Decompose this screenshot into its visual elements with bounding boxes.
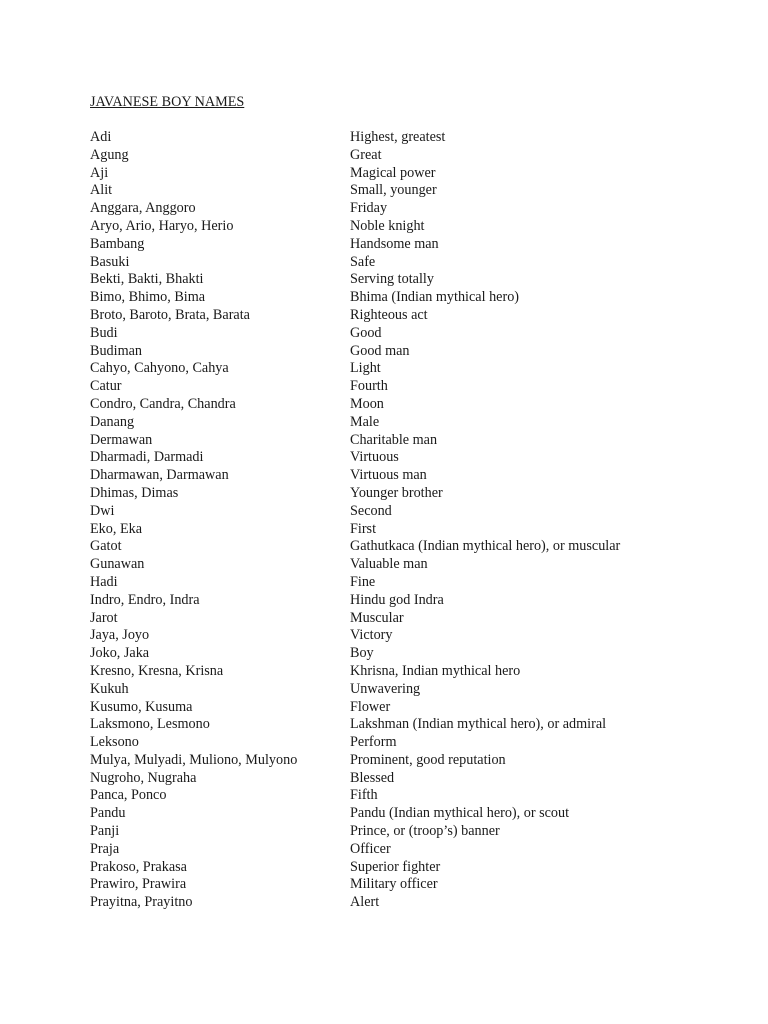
boy-name: Eko, Eka — [90, 520, 143, 537]
list-item — [90, 325, 710, 343]
list-item — [90, 289, 710, 307]
list-item — [90, 770, 710, 788]
name-meaning: Virtuous man — [350, 467, 427, 484]
list-item — [90, 503, 710, 521]
list-item — [90, 592, 710, 610]
name-meaning: Bhima (Indian mythical hero) — [350, 289, 520, 306]
name-meaning: Khrisna, Indian mythical hero — [350, 662, 521, 679]
boy-name: Basuki — [90, 253, 130, 270]
boy-name: Dharmawan, Darmawan — [90, 467, 229, 484]
boy-name: Danang — [90, 413, 135, 430]
list-item — [90, 859, 710, 877]
name-meaning: Small, younger — [350, 182, 437, 199]
list-item — [90, 254, 710, 272]
boy-name: Laksmono, Lesmono — [90, 716, 210, 733]
name-meaning: Hindu god Indra — [350, 591, 444, 608]
list-item — [90, 432, 710, 450]
boy-name: Bekti, Bakti, Bhakti — [90, 271, 204, 288]
name-meaning: Fifth — [350, 787, 378, 804]
list-item — [90, 467, 710, 485]
name-meaning: Light — [350, 360, 381, 377]
list-item — [90, 663, 710, 681]
list-item — [90, 681, 710, 699]
boy-name: Dharmadi, Darmadi — [90, 449, 204, 466]
name-meaning: Prince, or (troop’s) banner — [350, 823, 500, 840]
name-meaning: Handsome man — [350, 235, 439, 252]
name-meaning: Magical power — [350, 164, 436, 181]
name-meaning: Moon — [350, 395, 384, 412]
boy-name: Jaya, Joyo — [90, 627, 150, 644]
name-meaning: Perform — [350, 734, 397, 751]
boy-name: Aji — [90, 164, 109, 181]
list-item — [90, 574, 710, 592]
name-meaning: Victory — [350, 627, 393, 644]
boy-name: Leksono — [90, 734, 139, 751]
list-item — [90, 645, 710, 663]
boy-name: Anggara, Anggoro — [90, 200, 196, 217]
name-meaning: Fine — [350, 573, 376, 590]
boy-name: Prakoso, Prakasa — [90, 858, 187, 875]
list-item — [90, 805, 710, 823]
boy-name: Catur — [90, 378, 122, 395]
boy-name: Dermawan — [90, 431, 153, 448]
name-meaning: Blessed — [350, 769, 395, 786]
name-meaning: Lakshman (Indian mythical hero), or admiral — [350, 716, 607, 733]
boy-name: Nugroho, Nugraha — [90, 769, 197, 786]
boy-name: Alit — [90, 182, 113, 199]
boy-name: Mulya, Mulyadi, Muliono, Mulyono — [90, 751, 298, 768]
boy-name: Kusumo, Kusuma — [90, 698, 193, 715]
boy-name: Dhimas, Dimas — [90, 484, 179, 501]
list-item — [90, 538, 710, 556]
boy-name: Hadi — [90, 573, 118, 590]
list-item — [90, 699, 710, 717]
name-meaning: Great — [350, 146, 382, 163]
name-meaning: Safe — [350, 253, 376, 270]
boy-name: Prawiro, Prawira — [90, 876, 187, 893]
boy-name: Bimo, Bhimo, Bima — [90, 289, 206, 306]
name-meaning: Valuable man — [350, 556, 428, 573]
name-meaning: Serving totally — [350, 271, 434, 288]
boy-name: Budi — [90, 324, 118, 341]
names-list — [90, 129, 710, 912]
list-item — [90, 182, 710, 200]
name-meaning: Friday — [350, 200, 388, 217]
name-meaning: Alert — [350, 894, 380, 911]
boy-name: Condro, Candra, Chandra — [90, 395, 236, 412]
list-item — [90, 307, 710, 325]
name-meaning: Charitable man — [350, 431, 438, 448]
list-item — [90, 360, 710, 378]
list-item — [90, 752, 710, 770]
boy-name: Jarot — [90, 609, 118, 626]
boy-name: Adi — [90, 129, 112, 145]
list-item — [90, 556, 710, 574]
name-meaning: Officer — [350, 840, 391, 857]
list-item — [90, 823, 710, 841]
name-meaning: Good — [350, 324, 382, 341]
boy-name: Broto, Baroto, Brata, Barata — [90, 306, 250, 323]
name-meaning: Unwavering — [350, 680, 421, 697]
boy-name: Indro, Endro, Indra — [90, 591, 200, 608]
list-item — [90, 378, 710, 396]
boy-name: Gunawan — [90, 556, 145, 573]
boy-name: Aryo, Ario, Haryo, Herio — [90, 217, 234, 234]
boy-name: Kukuh — [90, 680, 129, 697]
name-meaning: Highest, greatest — [350, 129, 446, 145]
boy-name: Cahyo, Cahyono, Cahya — [90, 360, 229, 377]
boy-name: Pandu — [90, 805, 126, 822]
list-item — [90, 343, 710, 361]
list-item — [90, 734, 710, 752]
list-item — [90, 521, 710, 539]
list-item — [90, 716, 710, 734]
name-meaning: Good man — [350, 342, 410, 359]
name-meaning: Righteous act — [350, 306, 428, 323]
boy-name: Panji — [90, 823, 120, 840]
page-title: JAVANESE BOY NAMES — [90, 94, 245, 110]
list-item — [90, 165, 710, 183]
boy-name: Bambang — [90, 235, 145, 252]
boy-name: Dwi — [90, 502, 115, 519]
boy-name: Panca, Ponco — [90, 787, 167, 804]
list-item — [90, 271, 710, 289]
list-item — [90, 894, 710, 912]
boy-name: Agung — [90, 146, 129, 163]
list-item — [90, 841, 710, 859]
name-meaning: Boy — [350, 645, 374, 662]
list-item — [90, 200, 710, 218]
list-item — [90, 449, 710, 467]
name-meaning: Noble knight — [350, 217, 425, 234]
list-item — [90, 147, 710, 165]
list-item — [90, 876, 710, 894]
name-meaning: Virtuous — [350, 449, 399, 466]
name-meaning: Fourth — [350, 378, 388, 395]
boy-name: Joko, Jaka — [90, 645, 150, 662]
boy-name: Praja — [90, 840, 120, 857]
name-meaning: Prominent, good reputation — [350, 751, 506, 768]
name-meaning: Pandu (Indian mythical hero), or scout — [350, 805, 570, 822]
list-item — [90, 396, 710, 414]
list-item — [90, 236, 710, 254]
list-item — [90, 218, 710, 236]
name-meaning: Military officer — [350, 876, 438, 893]
boy-name: Kresno, Kresna, Krisna — [90, 662, 224, 679]
list-item — [90, 414, 710, 432]
name-meaning: Superior fighter — [350, 858, 441, 875]
name-meaning: Male — [350, 413, 380, 430]
boy-name: Gatot — [90, 538, 122, 555]
list-item — [90, 787, 710, 805]
list-item — [90, 485, 710, 503]
list-item — [90, 627, 710, 645]
list-item — [90, 610, 710, 628]
list-item — [90, 129, 710, 147]
name-meaning: Flower — [350, 698, 391, 715]
name-meaning: First — [350, 520, 377, 537]
name-meaning: Second — [350, 502, 392, 519]
name-meaning: Muscular — [350, 609, 404, 626]
boy-name: Prayitna, Prayitno — [90, 894, 193, 911]
boy-name: Budiman — [90, 342, 143, 359]
name-meaning: Younger brother — [350, 484, 443, 501]
name-meaning: Gathutkaca (Indian mythical hero), or muscular — [350, 538, 621, 555]
